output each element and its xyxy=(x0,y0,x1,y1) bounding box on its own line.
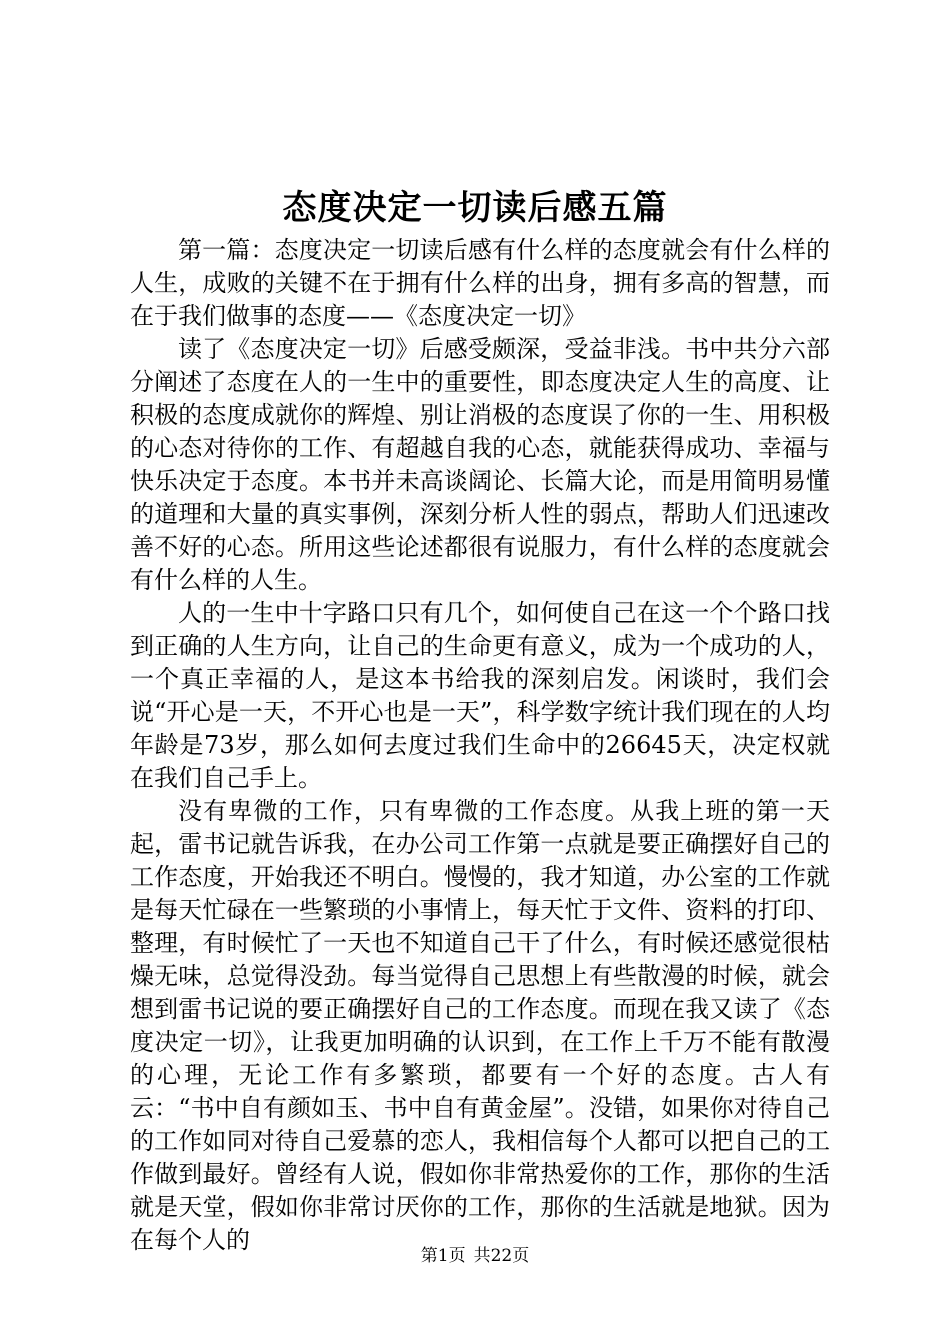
paragraph-1: 第一篇：态度决定一切读后感有什么样的态度就会有什么样的人生，成败的关键不在于拥有什么样的出身，拥有多高的智慧，而在于我们做事的态度——《态度决定一切》 xyxy=(130,236,830,330)
page-footer xyxy=(0,1244,950,1268)
paragraph-4: 没有卑微的工作，只有卑微的工作态度。从我上班的第一天起，雷书记就告诉我，在办公司工作第一点就是要正确摆好自己的工作态度，开始我还不明白。慢慢的，我才知道，办公室的工作就是每天忙碌在一些繁琐的小事情上，每天忙于文件、资料的打印、整理，有时候忙了一天也不知道自己干了什么，有时候还感觉很枯燥无味，总觉得没劲。每当觉得自己思想上有些散漫的时候，就会想到雷书记说的要正确摆好自己的工作态度。而现在我又读了《态度决定一切》，让我更加明确的认识到，在工作上千万不能有散漫的心理，无论工作有多繁琐，都要有一个好的态度。古人有云：“书中自有颜如玉、书中自有黄金屋”。没错，如果你对待自己的工作如同对待自己爱慕的恋人，我相信每个人都可以把自己的工作做到最好。曾经有人说，假如你非常热爱你的工作，那你的生活就是天堂，假如你非常讨厌你的工作，那你的生活就是地狱。因为在每个人的 xyxy=(130,797,830,1254)
page-total: 共22页 xyxy=(473,1246,530,1266)
paragraph-3: 人的一生中十字路口只有几个，如何使自己在这一个个路口找到正确的人生方向，让自己的生命更有意义，成为一个成功的人，一个真正幸福的人，是这本书给我的深刻启发。闲谈时，我们会说“开心是一天，不开心也是一天”，科学数字统计我们现在的人均年龄是73岁，那么如何去度过我们生命中的26645天，决定权就在我们自己手上。 xyxy=(130,599,830,792)
document-body xyxy=(130,234,830,1257)
document-title: 态度决定一切读后感五篇 xyxy=(282,188,668,228)
paragraph-2: 读了《态度决定一切》后感受颇深，受益非浅。书中共分六部分阐述了态度在人的一生中的重要性，即态度决定人生的高度、让积极的态度成就你的辉煌、别让消极的态度误了你的一生、用积极的心态对待你的工作、有超越自我的心态，就能获得成功、幸福与快乐决定于态度。本书并未高谈阔论、长篇大论，而是用简明易懂的道理和大量的真实事例，深刻分析人性的弱点，帮助人们迅速改善不好的心态。所用这些论述都很有说服力，有什么样的态度就会有什么样的人生。 xyxy=(130,335,830,594)
page-number: 第1页 xyxy=(420,1246,466,1266)
